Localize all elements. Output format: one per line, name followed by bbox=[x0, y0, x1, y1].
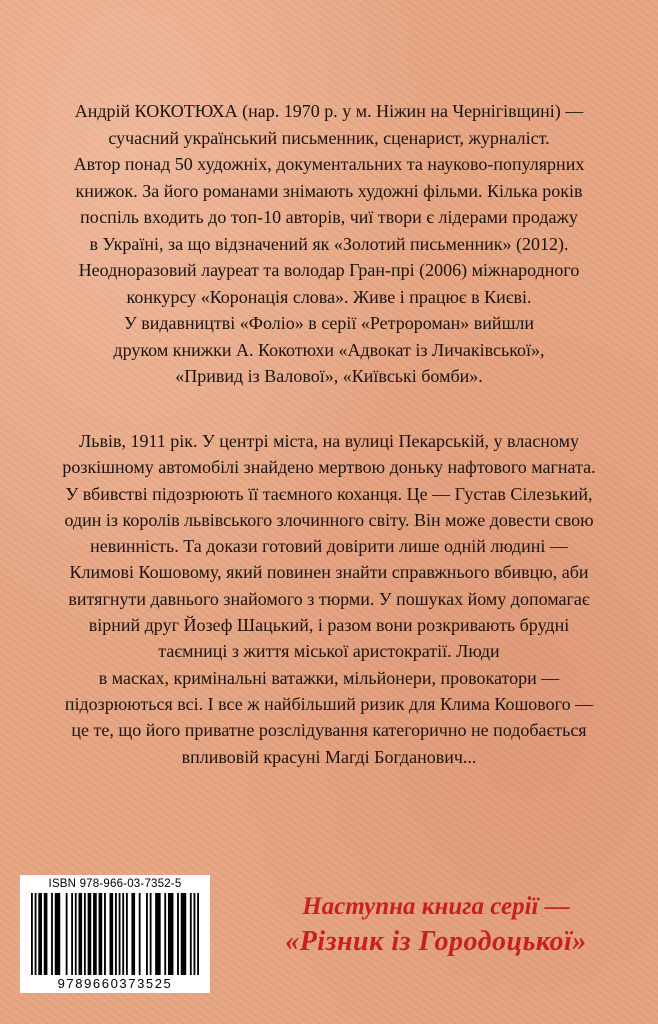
synopsis-line: підозрюються всі. І все ж найбільший ризик для Клима Кошового — bbox=[64, 693, 594, 714]
synopsis-line: У вбивстві підозрюють її таємного коханця. Це — Густав Сілезький, bbox=[65, 483, 593, 504]
bio-line: Автор понад 50 художніх, документальних та науково-популярних bbox=[73, 154, 585, 174]
barcode-bar bbox=[181, 893, 186, 975]
barcode-bar bbox=[35, 893, 37, 975]
synopsis-line: впливовій красуні Магді Богданович... bbox=[181, 746, 477, 767]
barcode-bar bbox=[190, 893, 192, 975]
synopsis-line: розкішному автомобілі знайдено мертвою доньку нафтового магната. bbox=[62, 457, 596, 478]
author-bio bbox=[44, 98, 614, 390]
synopsis-line: витягнути давнього знайомого з тюрми. У пошуках йому допомагає bbox=[68, 588, 590, 609]
barcode-bar bbox=[38, 893, 42, 975]
barcode-bar bbox=[197, 893, 199, 975]
bio-line: в Україні, за що відзначений як «Золотий письменник» (2012). bbox=[89, 233, 569, 254]
barcode-bar bbox=[139, 893, 141, 975]
barcode-bar bbox=[55, 893, 60, 975]
isbn-label: ISBN 978-966-03-7352-5 bbox=[48, 878, 182, 890]
bio-line: конкурсу «Коронація слова». Живе і працює в Києві. bbox=[126, 286, 532, 307]
barcode-number: 9789660373525 bbox=[57, 976, 173, 991]
barcode-bar bbox=[146, 893, 148, 975]
barcode-bar bbox=[99, 893, 103, 975]
barcode-bar bbox=[155, 893, 160, 975]
barcode-bar bbox=[71, 893, 73, 975]
synopsis-line: невинність. Та докази готовий довірити лише одній людині — bbox=[90, 536, 568, 557]
barcode-bar bbox=[194, 893, 196, 975]
bio-line: сучасний український письменник, сценарист, журналіст. bbox=[108, 127, 550, 148]
barcode-bar bbox=[131, 893, 135, 975]
isbn-barcode bbox=[20, 875, 210, 993]
barcode-bar bbox=[104, 893, 106, 975]
barcode-bar bbox=[75, 893, 77, 975]
barcode-bar bbox=[66, 893, 68, 975]
synopsis-line: один із королів львівського злочинного світу. Він може довести свою bbox=[64, 509, 594, 530]
barcode-bar bbox=[126, 893, 128, 975]
bio-line: У видавництві «Фоліо» в серії «Ретророман» вийшли bbox=[123, 313, 535, 333]
synopsis-line: Климові Кошовому, який повинен знайти справжнього вбивцю, аби bbox=[69, 562, 589, 583]
synopsis-line: це те, що його приватне розслідування категорично не подобається bbox=[71, 720, 587, 741]
synopsis-line: вірний друг Йозеф Шацький, і разом вони розкривають брудні bbox=[88, 615, 570, 636]
barcode-bar bbox=[110, 893, 114, 975]
barcode-bar bbox=[93, 893, 97, 975]
bio-line: книжок. За його романами знімають художні фільми. Кілька років bbox=[75, 180, 583, 201]
bio-line: «Привид із Валової», «Київські бомби». bbox=[175, 366, 483, 386]
barcode-bar bbox=[88, 893, 92, 975]
barcode-bar bbox=[44, 893, 48, 975]
barcode-bar bbox=[177, 893, 179, 975]
barcode-bar bbox=[84, 893, 86, 975]
barcode-bar bbox=[119, 893, 121, 975]
barcode-bar bbox=[78, 893, 82, 975]
barcode-bar bbox=[164, 893, 166, 975]
barcode-bar bbox=[150, 893, 152, 975]
barcode-bar bbox=[115, 893, 117, 975]
bio-line: поспіль входить до топ-10 авторів, чиї твори є лідерами продажу bbox=[80, 207, 578, 227]
bio-line: Андрій КОКОТЮХА (нар. 1970 р. у м. Ніжин на Чернігівщині) — bbox=[74, 101, 584, 121]
synopsis-line: Львів, 1911 рік. У центрі міста, на вулиці Пекарській, у власному bbox=[79, 431, 579, 451]
next-book-announcement bbox=[226, 890, 646, 960]
barcode-bar bbox=[168, 893, 173, 975]
barcode-bar bbox=[31, 893, 33, 975]
synopsis-line: таємниці з життя міської аристократії. Люди bbox=[158, 641, 500, 662]
bio-line: друком книжки А. Кокотюхи «Адвокат із Личаківської», bbox=[113, 339, 545, 360]
barcode-bar bbox=[122, 893, 124, 975]
synopsis-line: в масках, кримінальні ватажки, мільйонери, провокатори — bbox=[98, 667, 560, 688]
barcode-bars-icon bbox=[27, 891, 203, 977]
book-synopsis bbox=[42, 428, 616, 770]
next-book-label: Наступна книга серії — bbox=[302, 893, 570, 920]
bio-line: Неодноразовий лауреат та володар Гран-прі (2006) міжнародного bbox=[78, 260, 580, 280]
next-book-title: «Різник із Городоцької» bbox=[285, 926, 587, 957]
barcode-bar bbox=[51, 893, 53, 975]
